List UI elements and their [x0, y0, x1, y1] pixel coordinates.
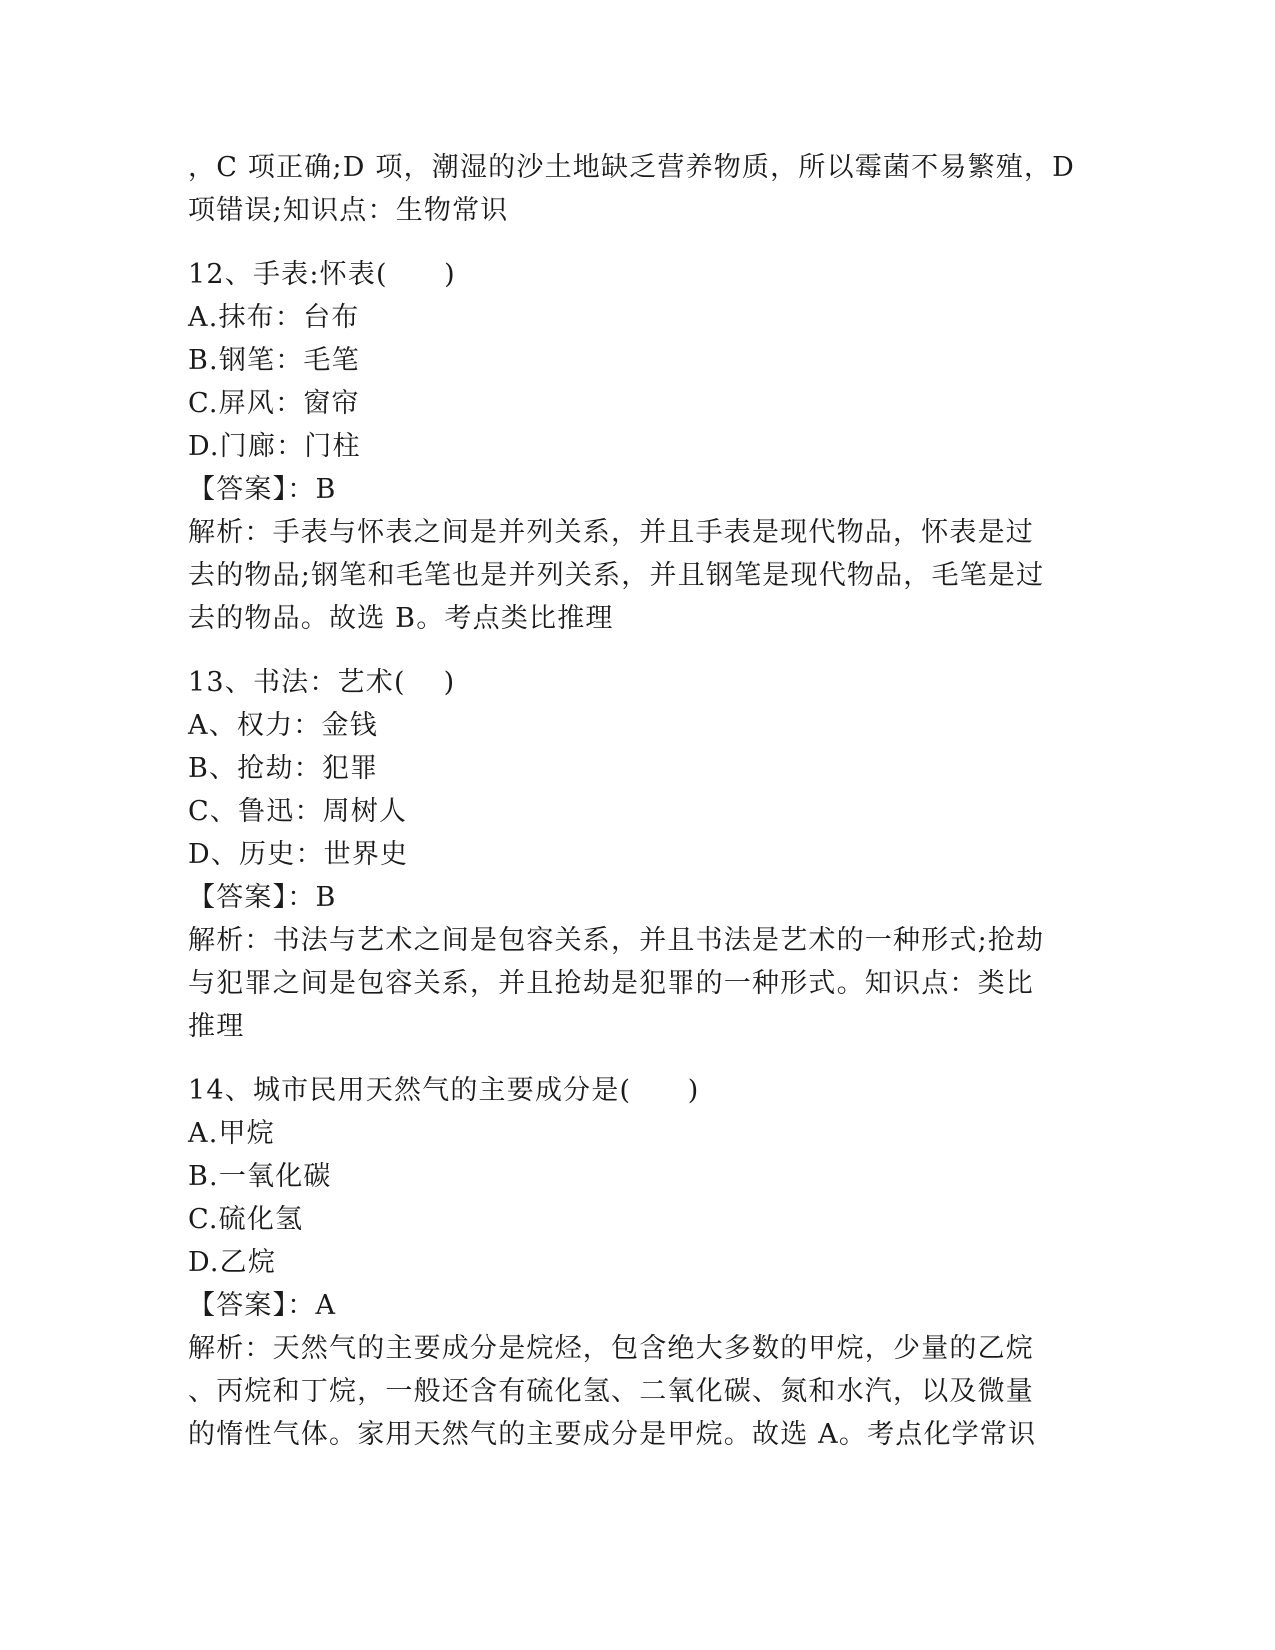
analysis-line: 的惰性气体。家用天然气的主要成分是甲烷。故选 A。考点化学常识 [188, 1419, 1037, 1450]
option-b: B、抢劫：犯罪 [188, 753, 379, 784]
intro-block [188, 146, 1088, 232]
option-c: C、鲁迅：周树人 [188, 796, 408, 827]
analysis-line: 去的物品。故选 B。考点类比推理 [188, 603, 614, 634]
answer: 【答案】：B [188, 474, 337, 505]
question-stem: 12、手表:怀表( ) [188, 259, 456, 290]
option-a: A.抹布：台布 [188, 302, 360, 333]
analysis-line: 、丙烷和丁烷，一般还含有硫化氢、二氧化碳、氮和水汽，以及微量 [188, 1376, 1034, 1407]
answer: 【答案】：A [188, 1290, 337, 1321]
question-12 [188, 253, 1088, 640]
intro-line: ，C 项正确;D 项，潮湿的沙土地缺乏营养物质，所以霉菌不易繁殖，D [188, 152, 1076, 183]
option-b: B.钢笔：毛笔 [188, 345, 360, 376]
option-a: A.甲烷 [188, 1118, 275, 1149]
document-page [188, 146, 1088, 1456]
analysis-line: 与犯罪之间是包容关系，并且抢劫是犯罪的一种形式。知识点：类比 [188, 968, 1034, 999]
option-c: C.硫化氢 [188, 1204, 304, 1235]
analysis-line: 解析：手表与怀表之间是并列关系，并且手表是现代物品，怀表是过 [188, 517, 1034, 548]
option-d: D.门廊：门柱 [188, 431, 361, 462]
option-d: D.乙烷 [188, 1247, 277, 1278]
analysis-line: 去的物品;钢笔和毛笔也是并列关系，并且钢笔是现代物品，毛笔是过 [188, 560, 1045, 591]
answer: 【答案】：B [188, 882, 337, 913]
question-stem: 14、城市民用天然气的主要成分是( ) [188, 1075, 700, 1106]
analysis-line: 解析：天然气的主要成分是烷烃，包含绝大多数的甲烷，少量的乙烷 [188, 1333, 1034, 1364]
option-b: B.一氧化碳 [188, 1161, 332, 1192]
intro-line: 项错误;知识点：生物常识 [188, 195, 509, 226]
question-13 [188, 661, 1088, 1048]
analysis-line: 推理 [188, 1011, 245, 1042]
analysis-line: 解析：书法与艺术之间是包容关系，并且书法是艺术的一种形式;抢劫 [188, 925, 1045, 956]
option-d: D、历史：世界史 [188, 839, 409, 870]
option-c: C.屏风：窗帘 [188, 388, 360, 419]
question-14 [188, 1069, 1088, 1456]
option-a: A、权力：金钱 [188, 710, 378, 741]
question-stem: 13、书法：艺术( ) [188, 667, 456, 698]
